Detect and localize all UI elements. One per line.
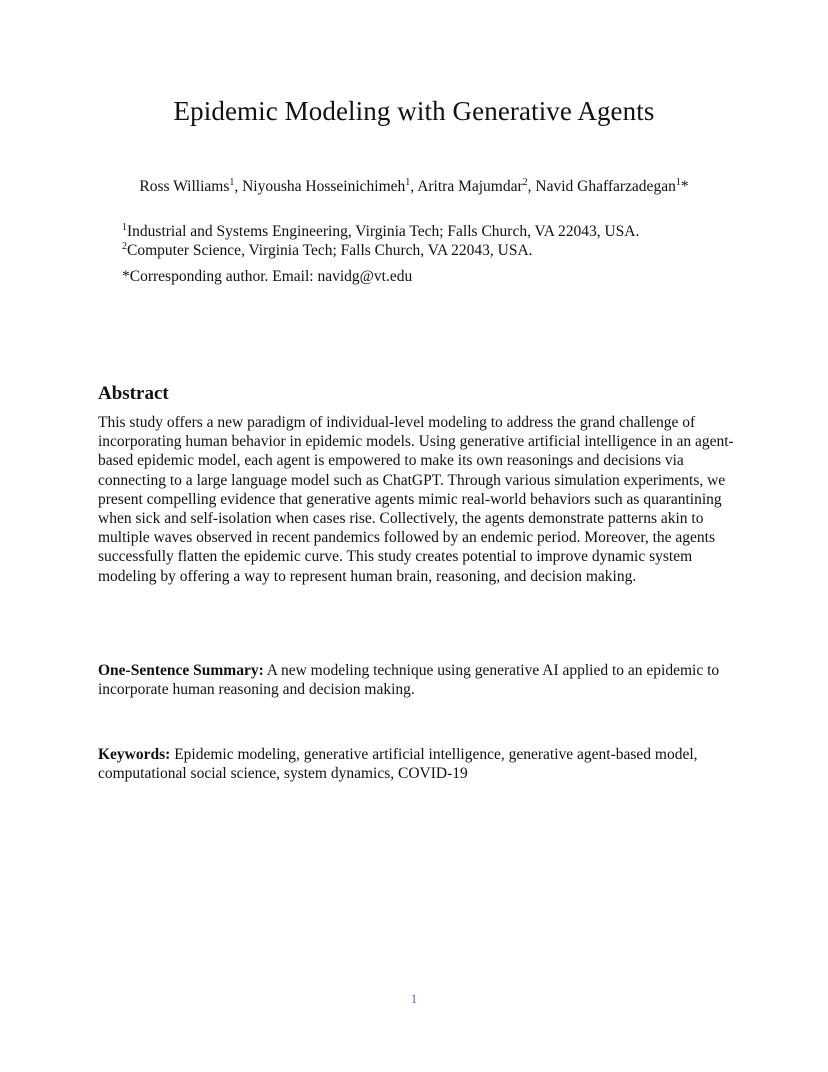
author-affil-mark: 1 (675, 176, 681, 188)
affiliation-text: Industrial and Systems Engineering, Virginia Tech; Falls Church, VA 22043, USA. (127, 223, 640, 240)
keywords-label: Keywords: (98, 746, 171, 763)
author-affil-mark: 2 (522, 176, 528, 188)
abstract-heading: Abstract (98, 383, 169, 404)
summary-label: One-Sentence Summary: (98, 662, 264, 679)
corresponding-author: *Corresponding author. Email: navidg@vt.edu (122, 268, 413, 285)
page-number: 1 (410, 991, 418, 1006)
affiliation-text: Computer Science, Virginia Tech; Falls Church, VA 22043, USA. (127, 242, 533, 259)
author-affil-mark: 1 (229, 176, 235, 188)
abstract-text: This study offers a new paradigm of individual-level modeling to address the grand challenge of incorporating human behavior in epidemic models. Using generative artificial intelligence in an agent-based epidemic model, each agent is empowered to make its own reasonings and decisions via connecting to a large language model such as ChatGPT. Through various simulation experiments, we present compelling evidence that generative agents mimic real-world behaviors such as quarantining when sick and self-isolation when cases rise. Collectively, the agents demonstrate patterns akin to multiple waves observed in recent pandemics followed by an endemic period. Moreover, the agents successfully flatten the epidemic curve. This study creates potential to improve dynamic system modeling by offering a way to represent human brain, reasoning, and decision making. (98, 414, 734, 585)
keywords (98, 745, 738, 783)
author-separator: , (527, 178, 536, 195)
affiliation-item (122, 241, 762, 260)
author-name: Aritra Majumdar (417, 178, 523, 195)
author-name: Ross Williams (139, 178, 230, 195)
author-name: Navid Ghaffarzadegan (535, 178, 676, 195)
summary-text: A new modeling technique using generative AI applied to an epidemic to incorporate human reasoning and decision making. (98, 662, 720, 699)
author-affil-mark: 1 (405, 176, 411, 188)
affiliation-number: 1 (122, 221, 127, 233)
affiliation-number: 2 (122, 240, 127, 252)
author-separator: , (234, 178, 243, 195)
affiliation-item (122, 222, 762, 241)
author-separator: , (410, 178, 418, 195)
paper-title: Epidemic Modeling with Generative Agents (173, 96, 655, 126)
corresponding-mark: * (680, 178, 689, 195)
keywords-text: Epidemic modeling, generative artificial intelligence, generative agent-based model, computational social science, system dynamics, COVID-19 (98, 746, 698, 783)
author-list (0, 178, 828, 196)
one-sentence-summary (98, 661, 738, 699)
author-name: Niyousha Hosseinichimeh (242, 178, 406, 195)
affiliations (122, 222, 762, 260)
